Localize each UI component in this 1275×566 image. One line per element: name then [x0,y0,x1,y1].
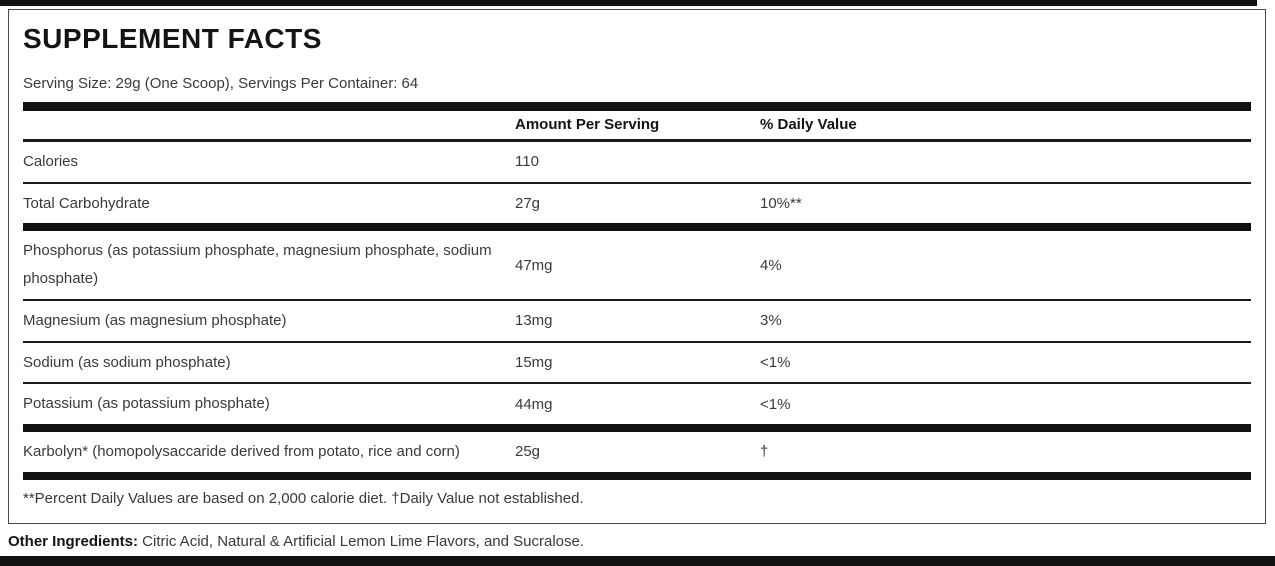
panel-title: SUPPLEMENT FACTS [23,23,322,54]
top-divider-bar [0,0,1257,6]
nutrient-row-calories [23,142,1251,182]
nutrient-name: Phosphorus (as potassium phosphate, magnesium phosphate, sodium phosphate) [23,242,492,288]
nutrient-daily-value: 10%** [760,194,802,212]
other-ingredients-line [8,533,1275,550]
nutrient-row-sodium [23,343,1251,383]
nutrient-amount: 25g [515,443,541,461]
section-divider [23,223,1251,231]
nutrient-daily-value: † [760,443,769,461]
nutrient-amount: 44mg [515,395,553,413]
table-header-row [23,111,1251,139]
nutrient-name: Karbolyn* (homopolysaccaride derived from potato, rice and corn) [23,443,460,461]
supplement-facts-panel [8,9,1266,524]
nutrient-amount: 110 [515,153,539,171]
serving-info: Serving Size: 29g (One Scoop), Servings Per Container: 64 [23,74,419,92]
column-header-amount: Amount Per Serving [515,116,660,134]
nutrient-row-phosphorus [23,231,1251,299]
section-divider [23,102,1251,111]
nutrient-name: Potassium (as potassium phosphate) [23,395,270,413]
nutrient-amount: 27g [515,194,541,212]
nutrient-amount: 15mg [515,353,553,371]
other-ingredients-label: Other Ingredients: [8,532,139,550]
nutrient-amount: 47mg [515,256,553,274]
bottom-divider-bar [0,556,1275,566]
nutrient-name: Total Carbohydrate [23,194,150,212]
nutrient-daily-value: 4% [760,256,782,274]
nutrient-daily-value: 3% [760,312,782,330]
daily-value-footnote: **Percent Daily Values are based on 2,000 calorie diet. †Daily Value not established. [23,489,584,507]
nutrient-daily-value: <1% [760,353,791,371]
nutrient-row-karbolyn [23,432,1251,472]
column-header-daily-value: % Daily Value [760,116,857,134]
nutrient-amount: 13mg [515,312,553,330]
nutrient-row-potassium [23,384,1251,424]
section-divider [23,472,1251,480]
other-ingredients-text: Citric Acid, Natural & Artificial Lemon Lime Flavors, and Sucralose. [138,532,585,550]
nutrient-row-total-carbohydrate [23,184,1251,224]
nutrient-name: Magnesium (as magnesium phosphate) [23,311,287,329]
nutrient-name: Calories [23,152,79,170]
nutrient-name: Sodium (as sodium phosphate) [23,353,231,371]
section-divider [23,424,1251,432]
nutrient-row-magnesium [23,301,1251,341]
nutrient-daily-value: <1% [760,395,791,413]
